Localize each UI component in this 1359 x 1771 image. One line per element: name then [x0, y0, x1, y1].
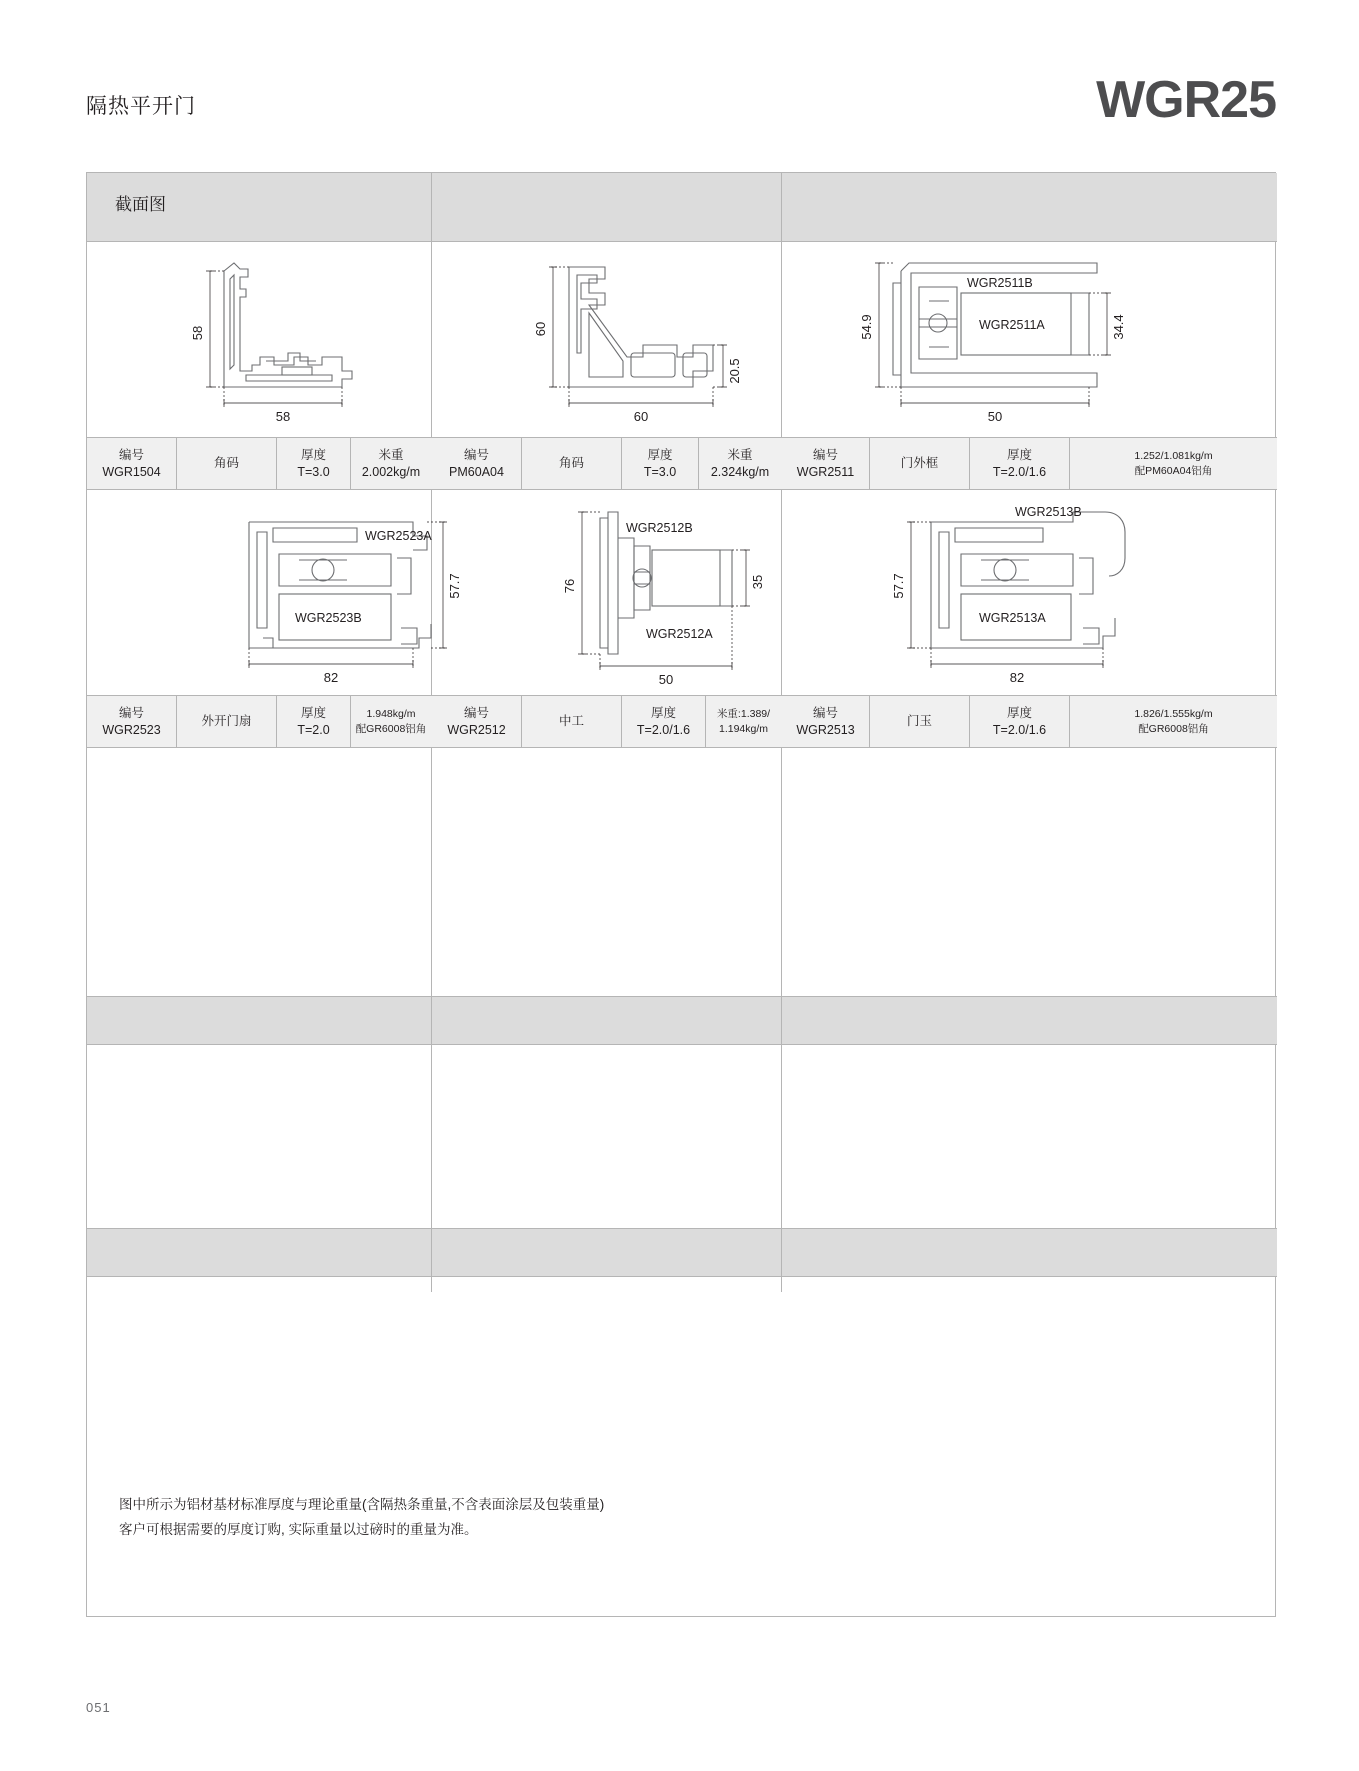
spec-group-wgr2511: [782, 438, 1277, 489]
spec-thickness: [277, 438, 351, 489]
spec-code-value: WGR2511: [796, 464, 855, 479]
spec-thickness-label: 厚度: [300, 447, 326, 462]
dim-sub: 20.5: [727, 358, 742, 384]
col-divider-1-c: [431, 748, 432, 996]
band2-top-line: [87, 996, 1277, 997]
spec-code: [87, 696, 177, 747]
spec-weight-value: 2.002kg/m: [361, 464, 421, 479]
label-mid: WGR2511A: [979, 318, 1045, 332]
spec-thickness: [970, 696, 1070, 747]
spec-weight-note: 配GR6008铝角: [355, 722, 427, 735]
spec-name-value: 门外框: [900, 456, 939, 471]
spec-code-value: WGR2512: [447, 722, 506, 737]
drawing-pm60a04: [527, 253, 777, 428]
spec-thickness-label: 厚度: [647, 447, 673, 462]
spec-code: [432, 696, 522, 747]
spec-thickness-value: T=2.0: [297, 722, 330, 737]
spec-code-label: 编号: [463, 705, 489, 720]
spec-weight: [1070, 696, 1277, 747]
spec-thickness-label: 厚度: [650, 705, 676, 720]
spec-row-2: [87, 695, 1277, 748]
spec-weight: [1070, 438, 1277, 489]
spec-name-value: 中工: [558, 714, 584, 729]
spec-code-label: 编号: [812, 705, 838, 720]
spec-thickness: [622, 438, 699, 489]
spec-weight-value: 1.252/1.081kg/m: [1134, 450, 1213, 463]
spec-code: [782, 438, 870, 489]
spec-name: [177, 438, 277, 489]
spec-code: [432, 438, 522, 489]
page-header: [86, 71, 1276, 138]
spec-name-value: 外开门扇: [201, 714, 252, 729]
spec-name: [522, 696, 622, 747]
series-code: WGR25: [1096, 71, 1276, 129]
dim-h: 54.9: [859, 314, 874, 340]
col-divider-1-a: [431, 241, 432, 437]
spec-name-value: 门玉: [906, 714, 932, 729]
spec-weight: [351, 696, 431, 747]
label-top: WGR2513B: [1015, 505, 1082, 519]
dim-h: 57.7: [447, 573, 462, 599]
dim-h: 58: [190, 325, 205, 341]
band2-divider-2: [781, 996, 782, 1044]
spec-thickness: [970, 438, 1070, 489]
spec-weight-value: 1.826/1.555kg/m: [1134, 708, 1213, 721]
label-top: WGR2511B: [967, 276, 1033, 290]
band3-divider-2: [781, 1228, 782, 1276]
content-frame: [86, 172, 1276, 1617]
spec-code-value: WGR1504: [102, 464, 161, 479]
spec-weight-value: 2.324kg/m: [710, 464, 770, 479]
spec-group-wgr2513: [782, 696, 1277, 747]
spec-weight-note: 配PM60A04铝角: [1134, 464, 1213, 477]
spec-name-value: 角码: [213, 456, 239, 471]
spec-weight-value: 米重:1.389/: [716, 708, 771, 721]
drawing-wgr2511: [857, 253, 1157, 428]
spec-thickness-label: 厚度: [300, 705, 326, 720]
spec-group-wgr1504: [87, 438, 431, 489]
band3-divider-1: [431, 1228, 432, 1276]
label-mid: WGR2523B: [295, 611, 362, 625]
label-top: WGR2512B: [626, 521, 693, 535]
band2-divider-1: [431, 996, 432, 1044]
spec-weight-label: 米重: [378, 447, 404, 462]
spec-name: [870, 438, 970, 489]
spec-thickness-label: 厚度: [1006, 447, 1032, 462]
drawing-wgr2523: [187, 498, 477, 688]
footnote-line-2: 客户可根据需要的厚度订购, 实际重量以过磅时的重量为准。: [119, 1521, 478, 1537]
spec-name: [177, 696, 277, 747]
dim-inner: 34.4: [1111, 314, 1126, 340]
spec-thickness-value: T=3.0: [297, 464, 330, 479]
dim-w: 50: [987, 409, 1003, 424]
empty-band-1: [87, 996, 1277, 1044]
dim-w: 50: [658, 672, 674, 687]
spec-weight: [351, 438, 431, 489]
spec-group-pm60a04: [432, 438, 781, 489]
page-number: 051: [86, 1700, 111, 1715]
drawing-wgr2512: [542, 498, 812, 688]
dim-h: 57.7: [891, 573, 906, 599]
drawing-wgr1504: [182, 253, 422, 428]
spec-weight-note: 配GR6008铝角: [1138, 722, 1209, 735]
footnote: [119, 1493, 604, 1543]
spec-thickness-value: T=2.0/1.6: [636, 722, 691, 737]
dim-w: 82: [323, 670, 339, 685]
band-bottom-line: [87, 241, 1277, 242]
label-bottom: WGR2512A: [646, 627, 713, 641]
footnote-line-1: 图中所示为铝材基材标准厚度与理论重量(含隔热条重量,不含表面涂层及包装重量): [119, 1497, 605, 1512]
spec-row-1: [87, 437, 1277, 490]
spec-code-label: 编号: [118, 705, 144, 720]
spec-thickness-value: T=2.0/1.6: [992, 722, 1047, 737]
page-title: 隔热平开门: [86, 95, 196, 118]
band3-top-line: [87, 1228, 1277, 1229]
dim-h: 60: [533, 321, 548, 337]
band-divider-1: [431, 173, 432, 241]
section-title: 截面图: [115, 195, 166, 214]
spec-weight-value: 1.948kg/m: [366, 708, 416, 721]
drawing-wgr2513: [867, 498, 1167, 688]
spec-code-label: 编号: [463, 447, 489, 462]
spec-thickness-value: T=3.0: [643, 464, 677, 479]
spec-thickness-value: T=2.0/1.6: [992, 464, 1047, 479]
spec-weight: [706, 696, 781, 747]
spec-code-label: 编号: [812, 447, 838, 462]
spec-code-value: PM60A04: [449, 464, 504, 479]
col-divider-2-a: [781, 241, 782, 437]
spec-group-wgr2523: [87, 696, 431, 747]
spec-thickness: [277, 696, 351, 747]
spec-thickness-label: 厚度: [1006, 705, 1032, 720]
dim-inner: 35: [750, 574, 765, 590]
band-divider-2: [781, 173, 782, 241]
band2-bottom-line: [87, 1044, 1277, 1045]
spec-weight: [699, 438, 781, 489]
spec-name-value: 角码: [558, 456, 584, 471]
spec-code-value: WGR2523: [102, 722, 161, 737]
spec-code-label: 编号: [118, 447, 144, 462]
spec-weight-note: 1.194kg/m: [718, 722, 769, 735]
spec-name: [522, 438, 622, 489]
dim-w: 58: [275, 409, 291, 424]
spec-thickness: [622, 696, 706, 747]
spec-name: [870, 696, 970, 747]
spec-weight-label: 米重: [727, 447, 753, 462]
spec-code-value: WGR2513: [796, 722, 855, 737]
label-top: WGR2523A: [365, 529, 432, 543]
col-divider-2-c: [781, 748, 782, 996]
dim-w: 60: [633, 409, 649, 424]
label-mid: WGR2513A: [979, 611, 1046, 625]
empty-band-2: [87, 1228, 1277, 1276]
section-title-band: [87, 173, 1277, 241]
band3-bottom-line: [87, 1276, 1277, 1277]
spec-code: [87, 438, 177, 489]
spec-code: [782, 696, 870, 747]
dim-h: 76: [562, 578, 577, 594]
dim-w: 82: [1009, 670, 1025, 685]
spec-group-wgr2512: [432, 696, 781, 747]
